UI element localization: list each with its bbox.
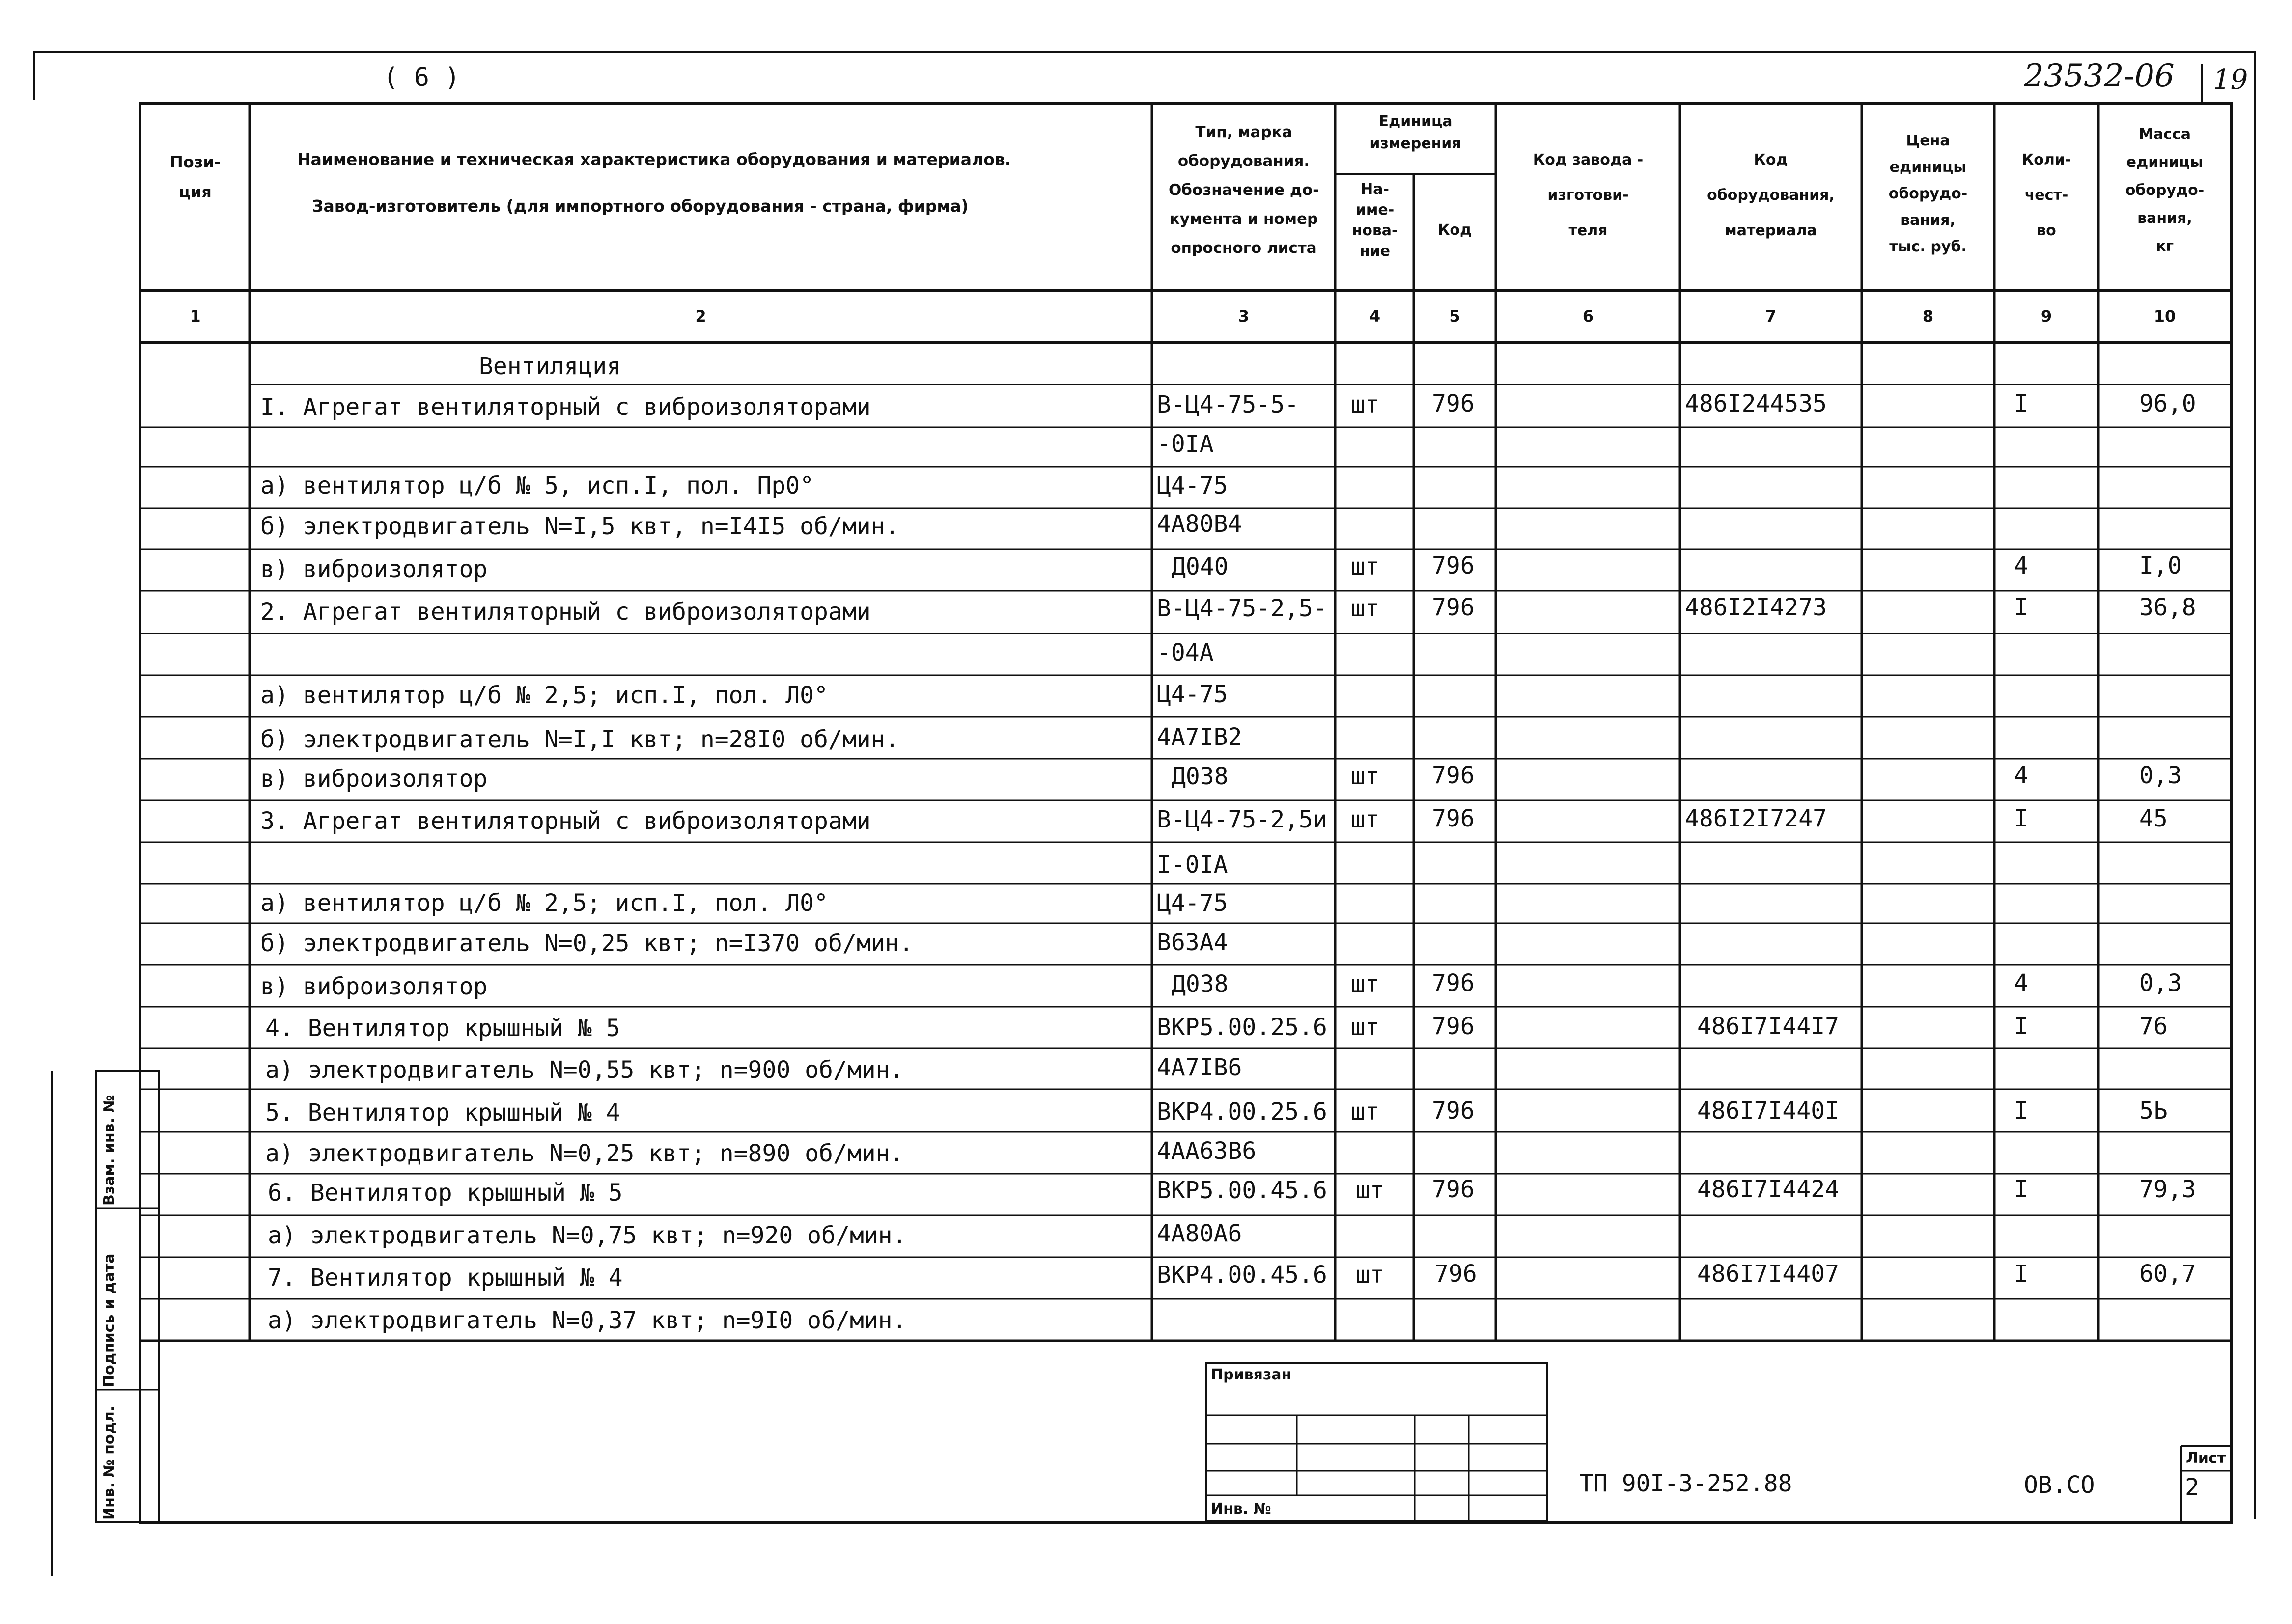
row-code: 796 xyxy=(1432,805,1475,832)
header-mass: Масса единицы оборудо- вания, кг xyxy=(2125,126,2205,255)
row-type: 4А7IВ2 xyxy=(1157,723,1242,751)
row-code: 796 xyxy=(1432,1013,1475,1040)
row-eq-code: 486I7I4407 xyxy=(1697,1260,1839,1288)
row-name: а) вентилятор ц/б № 2,5; исп.I, пол. Л0° xyxy=(260,889,828,917)
col-number: 8 xyxy=(1922,307,1934,326)
col-number: 5 xyxy=(1449,307,1460,326)
row-name: б) электродвигатель N=I,5 квт, n=I4I5 об/мин. xyxy=(260,513,899,540)
col-number: 2 xyxy=(695,307,706,326)
row-type: Д038 xyxy=(1172,970,1229,998)
row-qty: I xyxy=(2014,1013,2028,1040)
row-type: Д038 xyxy=(1172,763,1229,790)
row-type: 4А80А6 xyxy=(1157,1220,1242,1247)
row-name: а) электродвигатель N=0,75 квт; n=920 об/мин. xyxy=(268,1222,907,1249)
row-name: в) виброизолятор xyxy=(260,765,488,793)
row-mass: I,0 xyxy=(2139,552,2182,579)
header-name-line2: Завод-изготовитель (для импортного оборудования - страна, фирма) xyxy=(312,196,969,216)
row-type: В63А4 xyxy=(1157,929,1228,956)
row-name: б) электродвигатель N=0,25 квт; n=I370 об/мин. xyxy=(260,930,914,957)
col-number: 9 xyxy=(2040,307,2052,326)
header-unit-code: Код xyxy=(1437,221,1472,239)
row-eq-code: 486I7I44I7 xyxy=(1697,1013,1839,1040)
row-name: I. Агрегат вентиляторный с виброизоляторами xyxy=(260,393,871,421)
row-unit: шт xyxy=(1351,595,1379,622)
row-code: 796 xyxy=(1432,594,1475,621)
header-unit-name: На- име- нова- ние xyxy=(1352,181,1398,260)
row-type: 4А80В4 xyxy=(1157,510,1242,538)
header-factory-code: Код завода - изготови- теля xyxy=(1533,151,1644,239)
header-name-line1: Наименование и техническая характеристика оборудования и материалов. xyxy=(297,150,1011,169)
row-name: а) вентилятор ц/б № 5, исп.I, пол. Пр0° xyxy=(260,472,814,499)
row-mass: 5Ь xyxy=(2139,1097,2168,1125)
row-type: ВКР4.00.25.6 xyxy=(1157,1098,1327,1126)
header-price: Цена единицы оборудо- вания, тыс. руб. xyxy=(1888,132,1968,255)
row-unit: шт xyxy=(1351,1098,1379,1126)
row-name: 3. Агрегат вентиляторный с виброизоляторами xyxy=(260,807,871,835)
row-type: ВКР5.00.45.6 xyxy=(1157,1177,1327,1204)
row-mass: 79,3 xyxy=(2139,1176,2196,1203)
col-number: 7 xyxy=(1765,307,1777,326)
row-qty: I xyxy=(2014,390,2028,417)
row-mass: 0,3 xyxy=(2139,969,2182,997)
row-name: а) электродвигатель N=0,37 квт; n=9I0 об/мин. xyxy=(268,1307,907,1334)
row-code: 796 xyxy=(1434,1260,1477,1288)
row-name: а) вентилятор ц/б № 2,5; исп.I, пол. Л0° xyxy=(260,682,828,709)
row-type: В-Ц4-75-5- xyxy=(1157,391,1299,418)
row-qty: I xyxy=(2014,1097,2028,1125)
row-mass: 36,8 xyxy=(2139,594,2196,621)
row-qty: 4 xyxy=(2014,552,2028,579)
row-eq-code: 486I2I4273 xyxy=(1685,594,1827,621)
col-number: 6 xyxy=(1582,307,1594,326)
row-code: 796 xyxy=(1432,390,1475,417)
header-position: Пози- ция xyxy=(169,153,221,201)
row-eq-code: 486I7I440I xyxy=(1697,1097,1839,1125)
row-type: В-Ц4-75-2,5и xyxy=(1157,806,1327,833)
row-type: В-Ц4-75-2,5- xyxy=(1157,595,1327,622)
section-title: Вентиляция xyxy=(479,353,621,380)
row-type: Д040 xyxy=(1172,553,1229,580)
row-mass: 76 xyxy=(2139,1013,2168,1040)
row-unit: шт xyxy=(1351,391,1379,418)
row-type: 4А7IВ6 xyxy=(1157,1054,1242,1081)
row-name: б) электродвигатель N=I,I квт; n=28I0 об/мин. xyxy=(260,726,899,753)
row-mass: 60,7 xyxy=(2139,1260,2196,1288)
row-type: ВКР4.00.45.6 xyxy=(1157,1261,1327,1289)
row-qty: I xyxy=(2014,594,2028,621)
row-unit: шт xyxy=(1351,806,1379,833)
row-type: -04А xyxy=(1157,639,1214,666)
row-code: 796 xyxy=(1432,762,1475,789)
row-eq-code: 486I7I4424 xyxy=(1697,1176,1839,1203)
col-number: 4 xyxy=(1369,307,1381,326)
row-unit: шт xyxy=(1356,1177,1384,1204)
header-quantity: Коли- чест- во xyxy=(2021,151,2071,239)
row-name: а) электродвигатель N=0,55 квт; n=900 об/мин. xyxy=(265,1056,904,1084)
row-name: 5. Вентилятор крышный № 4 xyxy=(265,1099,620,1127)
col-number: 10 xyxy=(2153,307,2176,326)
row-name: 4. Вентилятор крышный № 5 xyxy=(265,1015,620,1042)
row-eq-code: 486I2I7247 xyxy=(1685,805,1827,832)
row-name: а) электродвигатель N=0,25 квт; n=890 об/мин. xyxy=(265,1140,904,1167)
header-type: Тип, марка оборудования. Обозначение до- кумента и номер опросного листа xyxy=(1168,123,1319,257)
side-label-sign-date: Подпись и дата xyxy=(101,1253,118,1387)
row-type: Ц4-75 xyxy=(1157,681,1228,708)
row-type: Ц4-75 xyxy=(1157,889,1228,917)
side-label-inv-replace: Взам. инв. № xyxy=(101,1095,118,1206)
row-unit: шт xyxy=(1351,553,1379,580)
row-qty: 4 xyxy=(2014,969,2028,997)
row-type: 4АА63В6 xyxy=(1157,1137,1257,1165)
row-code: 796 xyxy=(1432,1176,1475,1203)
row-type: -0IA xyxy=(1157,430,1214,458)
row-code: 796 xyxy=(1432,969,1475,997)
corner-sheet-number: 19 xyxy=(2213,64,2248,96)
row-code: 796 xyxy=(1432,1097,1475,1125)
side-label-inv-orig: Инв. № подл. xyxy=(101,1405,118,1520)
row-name: 2. Агрегат вентиляторный с виброизоляторами xyxy=(260,598,871,626)
row-unit: шт xyxy=(1351,763,1379,790)
sheet-label: Лист xyxy=(2186,1450,2226,1467)
row-unit: шт xyxy=(1351,970,1379,998)
row-code: 796 xyxy=(1432,552,1475,579)
row-qty: I xyxy=(2014,1176,2028,1203)
sheet-number: 2 xyxy=(2185,1474,2199,1501)
row-type: I-0IA xyxy=(1157,851,1228,879)
row-eq-code: 486I244535 xyxy=(1685,390,1827,417)
row-mass: 0,3 xyxy=(2139,762,2182,789)
stamp-attached: Привязан xyxy=(1211,1366,1292,1383)
row-unit: шт xyxy=(1356,1261,1384,1289)
row-qty: I xyxy=(2014,805,2028,832)
col-number: 1 xyxy=(190,307,201,326)
header-unit-group: Единица измерения xyxy=(1370,113,1461,152)
row-name: в) виброизолятор xyxy=(260,555,488,583)
row-name: в) виброизолятор xyxy=(260,973,488,1000)
col-number: 3 xyxy=(1238,307,1250,326)
row-mass: 45 xyxy=(2139,805,2168,832)
stamp-inv-no: Инв. № xyxy=(1211,1500,1271,1517)
page-label: ( 6 ) xyxy=(383,63,460,92)
row-qty: 4 xyxy=(2014,762,2028,789)
row-name: 7. Вентилятор крышный № 4 xyxy=(268,1264,623,1292)
row-name: 6. Вентилятор крышный № 5 xyxy=(268,1179,623,1207)
row-mass: 96,0 xyxy=(2139,390,2196,417)
row-qty: I xyxy=(2014,1260,2028,1288)
drawing-mark: ОВ.СО xyxy=(2024,1471,2095,1499)
project-code: ТП 90I-3-252.88 xyxy=(1579,1470,1792,1497)
row-type: Ц4-75 xyxy=(1157,472,1228,499)
row-unit: шт xyxy=(1351,1014,1379,1041)
row-type: ВКР5.00.25.6 xyxy=(1157,1014,1327,1041)
doc-code: 23532-06 xyxy=(2024,58,2175,94)
header-equipment-code: Код оборудования, материала xyxy=(1707,151,1835,239)
